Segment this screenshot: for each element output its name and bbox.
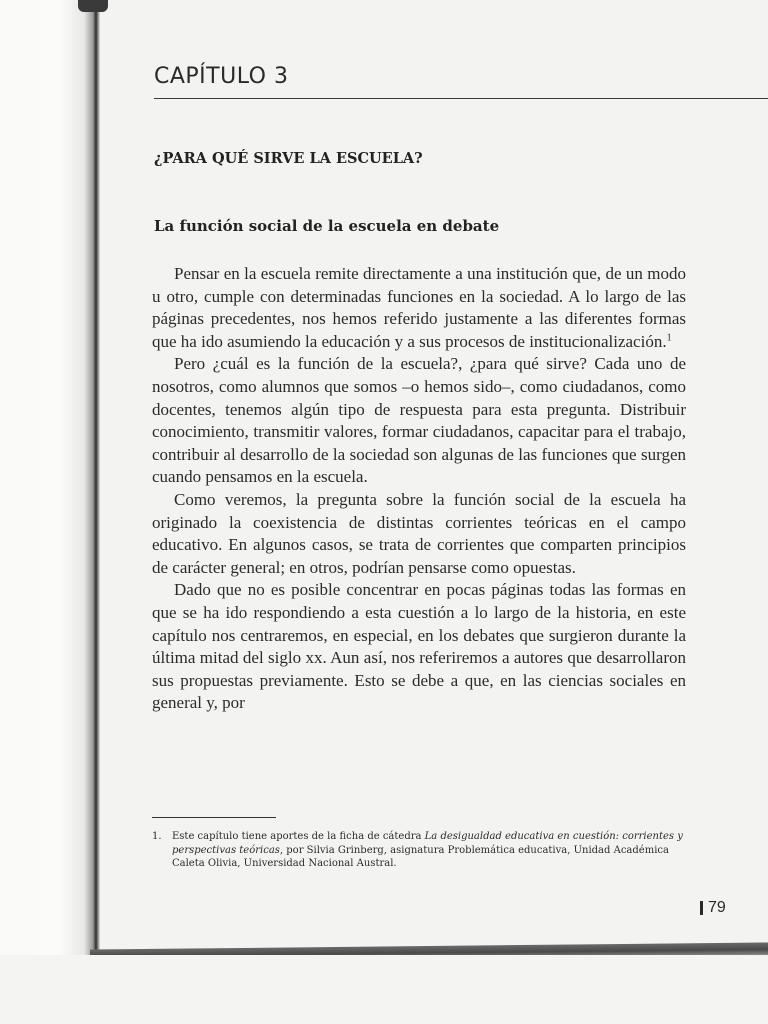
page-number (700, 899, 726, 917)
footnote-reference[interactable]: 1 (666, 332, 672, 344)
paragraph-text: Pensar en la escuela remite directamente a una institución que, de un modo u otro, cumple con determinadas funciones en la sociedad. A lo largo de las páginas precedentes, nos hemos referido justamente a las diferentes formas que ha ido asumiendo la educación y a sus procesos de institucionalización. (152, 264, 686, 351)
scan-background (0, 955, 768, 1024)
chapter-rule (154, 98, 768, 99)
book-spine (78, 0, 108, 12)
footnote (152, 830, 686, 871)
page-number-bar (700, 901, 703, 915)
paragraph (152, 263, 686, 353)
footnote-rest: , por Silvia Grinberg, asignatura Problemática educativa, Unidad Académica Caleta Olivia, Universidad Nacional Austral. (172, 844, 669, 870)
footnote-text (172, 830, 686, 871)
body-text (152, 263, 686, 715)
footnote-rule (152, 817, 276, 818)
paragraph: Pero ¿cuál es la función de la escuela?, ¿para qué sirve? Cada uno de nosotros, como alumnos que somos –o hemos sido–, como ciudadanos, como docentes, tenemos algún tipo de respuesta para esta pregunta. Distribuir conocimiento, transmitir valores, formar ciudadanos, capacitar para el trabajo, contribuir al desarrollo de la sociedad son algunas de las funciones que surgen cuando pensamos en la escuela. (152, 354, 686, 487)
subsection-title: La función social de la escuela en debate (154, 217, 500, 235)
footnote-lead: Este capítulo tiene aportes de la ficha de cátedra (172, 831, 425, 842)
paragraph: Como veremos, la pregunta sobre la función social de la escuela ha originado la coexistencia de distintas corrientes teóricas en el campo educativo. En algunos casos, se trata de corrientes que comparten principios de carácter general; en otros, podrían pensarse como opuestas. (152, 489, 686, 577)
paragraph: Dado que no es posible concentrar en pocas páginas todas las formas en que se ha ido respondiendo a esta cuestión a lo largo de la historia, en este capítulo nos centraremos, en especial, en los debates que surgieron durante la última mitad del siglo xx. Aun así, nos referiremos a autores que desarrollaron sus propuestas previamente. Esto se debe a que, en las ciencias sociales en general y, por (152, 580, 686, 713)
page-gutter-shadow (0, 0, 100, 1024)
page-number-value: 79 (708, 899, 726, 916)
footnote-number: 1. (152, 831, 162, 842)
chapter-heading: CAPÍTULO 3 (154, 64, 289, 89)
footnote-cited-title: La desigualdad educativa en cuestión: corrientes y perspectivas teóricas (172, 831, 683, 856)
section-title: ¿PARA QUÉ SIRVE LA ESCUELA? (154, 150, 423, 167)
